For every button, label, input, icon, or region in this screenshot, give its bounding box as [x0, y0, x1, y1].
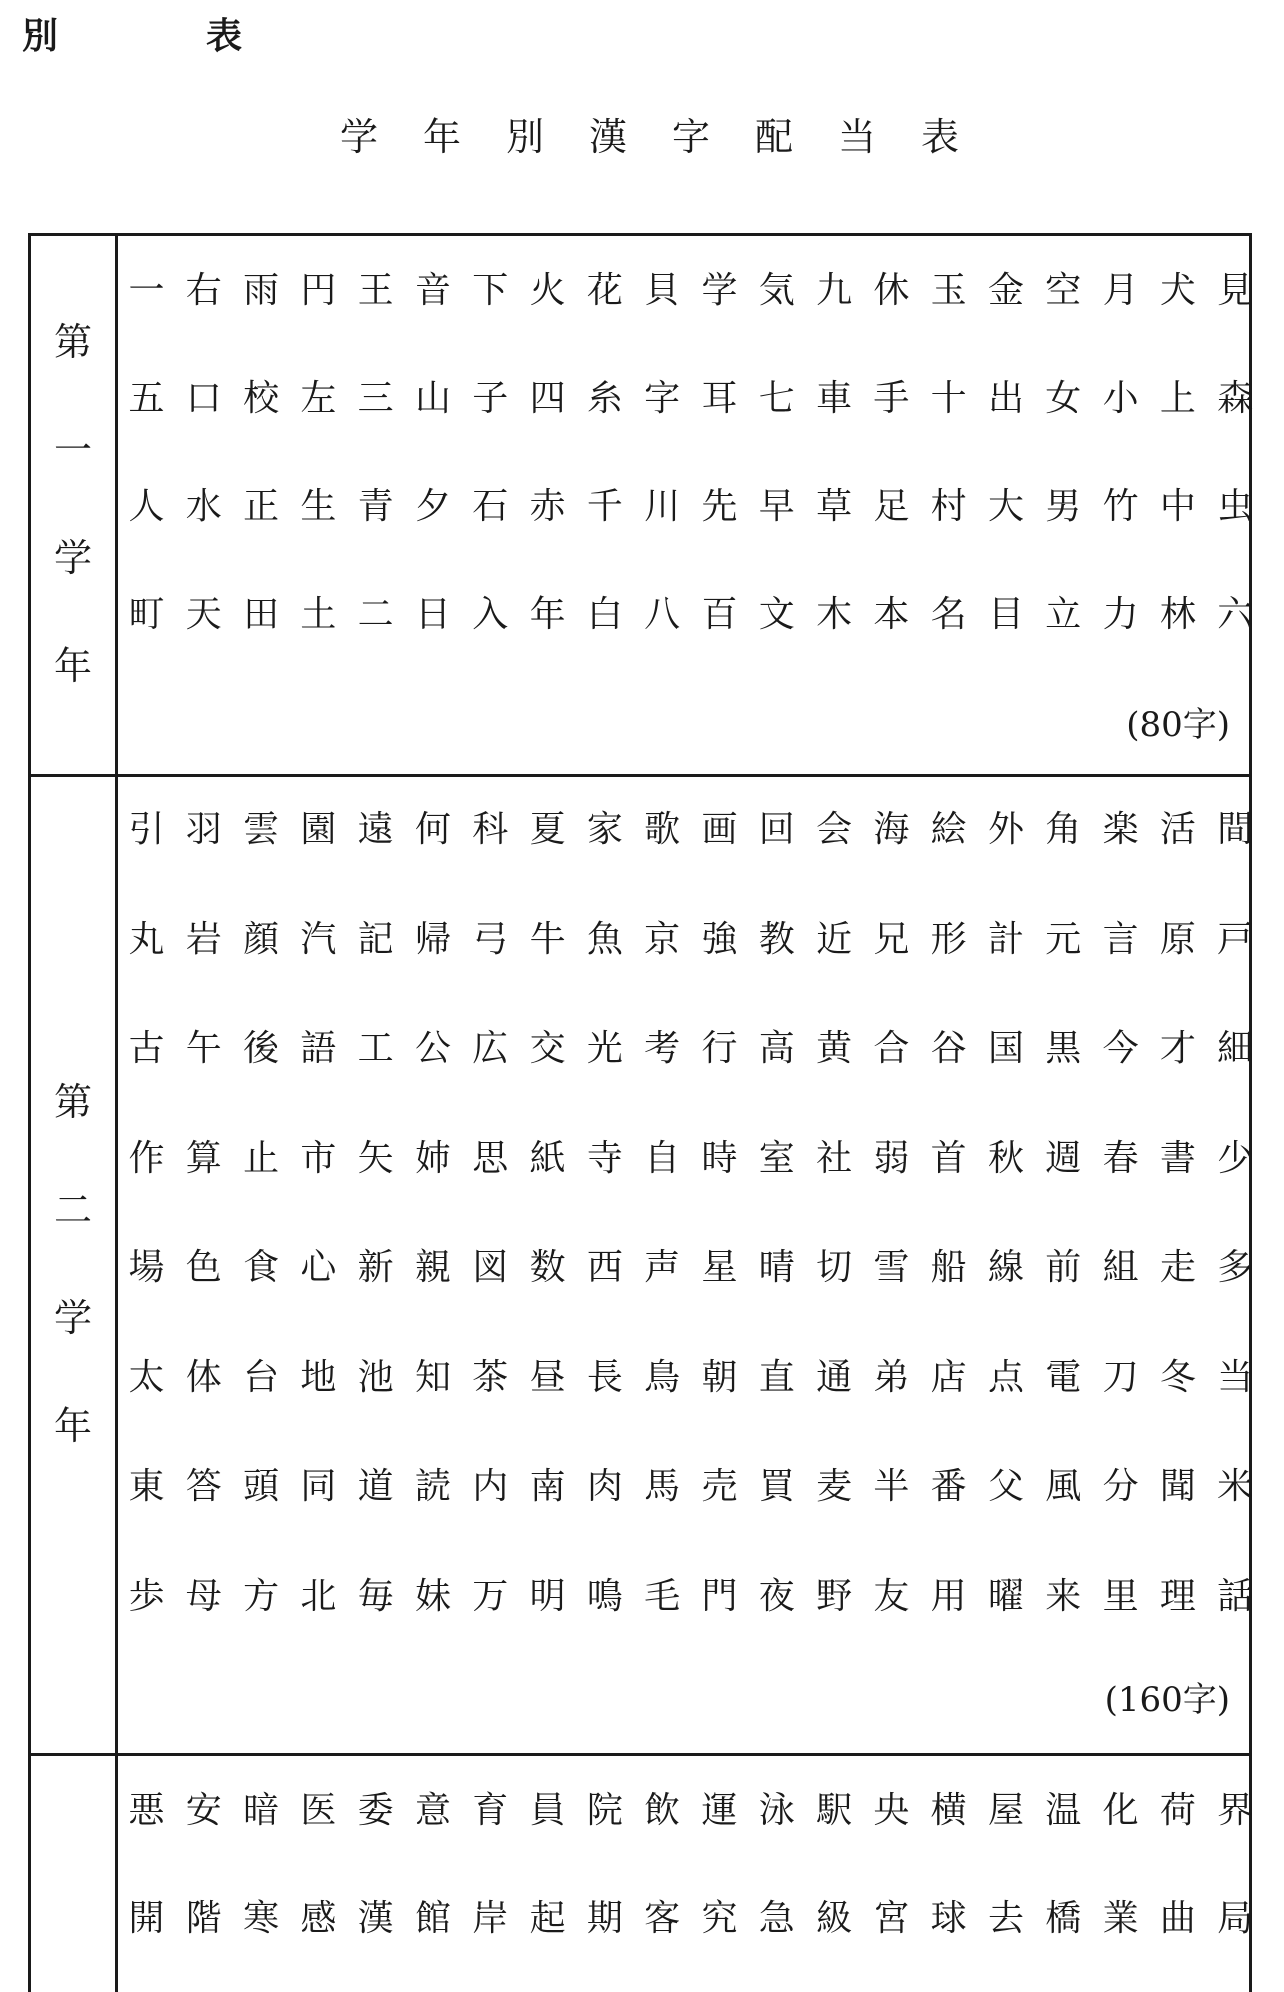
- kanji-cell: 去: [987, 1898, 1024, 1939]
- kanji-cell: 上: [1159, 378, 1196, 419]
- kanji-cell: 学: [701, 270, 738, 311]
- kanji-cell: 寺: [586, 1137, 623, 1179]
- kanji-cell: 川: [644, 486, 681, 527]
- kanji-cell: 作: [128, 1137, 165, 1179]
- kanji-cell: 色: [185, 1247, 222, 1288]
- grade-label-char: 一: [53, 427, 92, 472]
- kanji-cell: 市: [300, 1137, 337, 1179]
- kanji-cell: 泳: [758, 1790, 795, 1831]
- kanji-cell: 魚: [586, 918, 623, 960]
- kanji-cell: 形: [930, 918, 967, 960]
- kanji-cell: 弓: [472, 918, 509, 960]
- kanji-cell: 交: [529, 1028, 566, 1069]
- kanji-cell: 里: [1102, 1575, 1139, 1617]
- kanji-cell: 冬: [1159, 1356, 1196, 1398]
- kanji-cell: 計: [987, 918, 1024, 960]
- kanji-cell: 方: [243, 1575, 280, 1617]
- kanji-cell: 池: [357, 1356, 394, 1398]
- kanji-cell: 多: [1217, 1247, 1254, 1288]
- kanji-cell: 楽: [1102, 809, 1139, 850]
- appendix-heading: 別 表: [22, 16, 299, 57]
- kanji-cell: 万: [472, 1575, 509, 1617]
- kanji-cell: 人: [128, 486, 165, 527]
- kanji-cell: 風: [1045, 1466, 1082, 1507]
- kanji-cell: 馬: [644, 1466, 681, 1507]
- kanji-cell: 目: [987, 594, 1024, 635]
- kanji-cell: 弟: [873, 1356, 910, 1398]
- kanji-cell: 雲: [243, 809, 280, 850]
- kanji-cell: 台: [243, 1356, 280, 1398]
- kanji-cell: 直: [758, 1356, 795, 1398]
- kanji-cell: 子: [472, 378, 509, 419]
- kanji-cell: 二: [357, 594, 394, 635]
- kanji-cell: 手: [873, 378, 910, 419]
- kanji-cell: 算: [185, 1137, 222, 1179]
- kanji-cell: 後: [243, 1028, 280, 1069]
- kanji-cell: 水: [185, 486, 222, 527]
- kanji-cell: 回: [758, 809, 795, 850]
- kanji-cell: 歩: [128, 1575, 165, 1617]
- kanji-cell: 右: [185, 270, 222, 311]
- kanji-cell: 活: [1159, 809, 1196, 850]
- kanji-cell: 寒: [243, 1898, 280, 1939]
- kanji-cell: 年: [529, 594, 566, 635]
- kanji-cell: 化: [1102, 1790, 1139, 1831]
- kanji-cell: 矢: [357, 1137, 394, 1179]
- kanji-cell: 十: [930, 378, 967, 419]
- kanji-cell: 六: [1217, 594, 1254, 635]
- kanji-cell: 高: [758, 1028, 795, 1069]
- kanji-cell: 母: [185, 1575, 222, 1617]
- kanji-cell: 草: [816, 486, 853, 527]
- kanji-cell: 時: [701, 1137, 738, 1179]
- kanji-cell: 父: [987, 1466, 1024, 1507]
- kanji-cell: 野: [816, 1575, 853, 1617]
- kanji-cell: 数: [529, 1247, 566, 1288]
- kanji-cell: 金: [987, 270, 1024, 311]
- kanji-cell: 車: [816, 378, 853, 419]
- kanji-cell: 夏: [529, 809, 566, 850]
- kanji-cell: 姉: [414, 1137, 451, 1179]
- kanji-cell: 店: [930, 1356, 967, 1398]
- kanji-cell: 土: [300, 594, 337, 635]
- kanji-cell: 場: [128, 1247, 165, 1288]
- kanji-cell: 運: [701, 1790, 738, 1831]
- kanji-cell: 意: [414, 1790, 451, 1831]
- kanji-cell: 田: [243, 594, 280, 635]
- grade-label: [31, 774, 115, 1753]
- kanji-cell: 出: [987, 378, 1024, 419]
- kanji-cell: 石: [472, 486, 509, 527]
- kanji-cell: 百: [701, 594, 738, 635]
- kanji-cell: 切: [816, 1247, 853, 1288]
- kanji-cell: 八: [644, 594, 681, 635]
- kanji-cell: 汽: [300, 918, 337, 960]
- kanji-cell: 遠: [357, 809, 394, 850]
- kanji-cell: 会: [816, 809, 853, 850]
- kanji-cell: 雪: [873, 1247, 910, 1288]
- kanji-cell: 級: [816, 1898, 853, 1939]
- kanji-cell: 線: [987, 1247, 1024, 1288]
- kanji-cell: 九: [816, 270, 853, 311]
- kanji-cell: 村: [930, 486, 967, 527]
- kanji-cell: 親: [414, 1247, 451, 1288]
- grade-1-section: [28, 233, 1252, 774]
- kanji-count: (80字): [1126, 705, 1230, 745]
- kanji-cell: 来: [1045, 1575, 1082, 1617]
- kanji-cell: 夕: [414, 486, 451, 527]
- kanji-cell: 橋: [1045, 1898, 1082, 1939]
- kanji-cell: 半: [873, 1466, 910, 1507]
- grade-label-char: 年: [53, 1403, 92, 1448]
- kanji-cell: 国: [987, 1028, 1024, 1069]
- kanji-cell: 少: [1217, 1137, 1254, 1179]
- kanji-cell: 週: [1045, 1137, 1082, 1179]
- kanji-cell: 力: [1102, 594, 1139, 635]
- kanji-cell: 細: [1217, 1028, 1254, 1069]
- kanji-cell: 駅: [816, 1790, 853, 1831]
- kanji-cell: 広: [472, 1028, 509, 1069]
- kanji-cell: 麦: [816, 1466, 853, 1507]
- kanji-cell: 宮: [873, 1898, 910, 1939]
- kanji-cell: 分: [1102, 1466, 1139, 1507]
- kanji-cell: 同: [300, 1466, 337, 1507]
- kanji-cell: 央: [873, 1790, 910, 1831]
- kanji-cell: 見: [1217, 270, 1254, 311]
- kanji-cell: 昼: [529, 1356, 566, 1398]
- kanji-cell: 組: [1102, 1247, 1139, 1288]
- kanji-cell: 東: [128, 1466, 165, 1507]
- kanji-cell: 心: [300, 1247, 337, 1288]
- grade-label-char: 第: [53, 1079, 92, 1124]
- kanji-cell: 円: [300, 270, 337, 311]
- kanji-cell: 書: [1159, 1137, 1196, 1179]
- kanji-cell: 悪: [128, 1790, 165, 1831]
- kanji-cell: 暗: [243, 1790, 280, 1831]
- kanji-cell: 火: [529, 270, 566, 311]
- kanji-cell: 青: [357, 486, 394, 527]
- kanji-cell: 行: [701, 1028, 738, 1069]
- kanji-cell: 合: [873, 1028, 910, 1069]
- kanji-cell: 丸: [128, 918, 165, 960]
- kanji-cell: 肉: [586, 1466, 623, 1507]
- kanji-cell: 友: [873, 1575, 910, 1617]
- kanji-cell: 山: [414, 378, 451, 419]
- kanji-cell: 先: [701, 486, 738, 527]
- kanji-cell: 園: [300, 809, 337, 850]
- kanji-cell: 急: [758, 1898, 795, 1939]
- kanji-cell: 王: [357, 270, 394, 311]
- kanji-cell: 玉: [930, 270, 967, 311]
- kanji-cell: 外: [987, 809, 1024, 850]
- kanji-cell: 黒: [1045, 1028, 1082, 1069]
- kanji-cell: 休: [873, 270, 910, 311]
- kanji-cell: 船: [930, 1247, 967, 1288]
- kanji-cell: 門: [701, 1575, 738, 1617]
- kanji-cell: 点: [987, 1356, 1024, 1398]
- kanji-cell: 聞: [1159, 1466, 1196, 1507]
- kanji-cell: 足: [873, 486, 910, 527]
- kanji-cell: 黄: [816, 1028, 853, 1069]
- kanji-allocation-table: [28, 233, 1252, 1992]
- kanji-cell: 室: [758, 1137, 795, 1179]
- kanji-cell: 妹: [414, 1575, 451, 1617]
- kanji-cell: 貝: [644, 270, 681, 311]
- kanji-cell: 当: [1217, 1356, 1254, 1398]
- kanji-cell: 通: [816, 1356, 853, 1398]
- kanji-cell: 走: [1159, 1247, 1196, 1288]
- kanji-cell: 米: [1217, 1466, 1254, 1507]
- kanji-cell: 名: [930, 594, 967, 635]
- kanji-cell: 言: [1102, 918, 1139, 960]
- kanji-cell: 売: [701, 1466, 738, 1507]
- kanji-cell: 社: [816, 1137, 853, 1179]
- kanji-cell: 京: [644, 918, 681, 960]
- kanji-cell: 道: [357, 1466, 394, 1507]
- kanji-cell: 戸: [1217, 918, 1254, 960]
- grade-label-char: 学: [53, 535, 92, 580]
- kanji-cell: 天: [185, 594, 222, 635]
- kanji-cell: 西: [586, 1247, 623, 1288]
- kanji-cell: 委: [357, 1790, 394, 1831]
- kanji-cell: 体: [185, 1356, 222, 1398]
- kanji-cell: 考: [644, 1028, 681, 1069]
- kanji-cell: 話: [1217, 1575, 1254, 1617]
- kanji-cell: 音: [414, 270, 451, 311]
- kanji-cell: 地: [300, 1356, 337, 1398]
- kanji-cell: 口: [185, 378, 222, 419]
- kanji-cell: 今: [1102, 1028, 1139, 1069]
- grade-label-char: 二: [53, 1187, 92, 1232]
- kanji-cell: 温: [1045, 1790, 1082, 1831]
- kanji-cell: 北: [300, 1575, 337, 1617]
- kanji-cell: 思: [472, 1137, 509, 1179]
- kanji-cell: 屋: [987, 1790, 1024, 1831]
- kanji-cell: 業: [1102, 1898, 1139, 1939]
- kanji-cell: 期: [586, 1898, 623, 1939]
- kanji-cell: 鳥: [644, 1356, 681, 1398]
- kanji-cell: 文: [758, 594, 795, 635]
- grade-2-section: [28, 774, 1252, 1753]
- kanji-cell: 男: [1045, 486, 1082, 527]
- kanji-cell: 秋: [987, 1137, 1024, 1179]
- kanji-cell: 三: [357, 378, 394, 419]
- kanji-cell: 中: [1159, 486, 1196, 527]
- kanji-cell: 午: [185, 1028, 222, 1069]
- kanji-cell: 正: [243, 486, 280, 527]
- grade-label-char: 学: [53, 1295, 92, 1340]
- kanji-cell: 飲: [644, 1790, 681, 1831]
- kanji-cell: 春: [1102, 1137, 1139, 1179]
- kanji-cell: 明: [529, 1575, 566, 1617]
- kanji-cell: 気: [758, 270, 795, 311]
- kanji-cell: 小: [1102, 378, 1139, 419]
- kanji-cell: 下: [472, 270, 509, 311]
- grade-label-char: 年: [53, 643, 92, 688]
- kanji-cell: 鳴: [586, 1575, 623, 1617]
- grade-label: [31, 233, 115, 774]
- kanji-cell: 森: [1217, 378, 1254, 419]
- kanji-cell: 帰: [414, 918, 451, 960]
- kanji-cell: 字: [644, 378, 681, 419]
- kanji-cell: 入: [472, 594, 509, 635]
- kanji-cell: 局: [1217, 1898, 1254, 1939]
- kanji-cell: 立: [1045, 594, 1082, 635]
- kanji-cell: 光: [586, 1028, 623, 1069]
- kanji-cell: 院: [586, 1790, 623, 1831]
- kanji-cell: 耳: [701, 378, 738, 419]
- kanji-cell: 岩: [185, 918, 222, 960]
- kanji-cell: 本: [873, 594, 910, 635]
- kanji-cell: 女: [1045, 378, 1082, 419]
- kanji-cell: 刀: [1102, 1356, 1139, 1398]
- kanji-cell: 漢: [357, 1898, 394, 1939]
- kanji-cell: 紙: [529, 1137, 566, 1179]
- table-title: 学年別漢字配当表: [340, 115, 1005, 159]
- kanji-cell: 館: [414, 1898, 451, 1939]
- kanji-cell: 工: [357, 1028, 394, 1069]
- kanji-cell: 近: [816, 918, 853, 960]
- kanji-cell: 感: [300, 1898, 337, 1939]
- kanji-cell: 公: [414, 1028, 451, 1069]
- kanji-cell: 語: [300, 1028, 337, 1069]
- kanji-cell: 頭: [243, 1466, 280, 1507]
- kanji-cell: 自: [644, 1137, 681, 1179]
- kanji-cell: 古: [128, 1028, 165, 1069]
- kanji-cell: 引: [128, 809, 165, 850]
- kanji-cell: 強: [701, 918, 738, 960]
- kanji-cell: 虫: [1217, 486, 1254, 527]
- kanji-cell: 曲: [1159, 1898, 1196, 1939]
- kanji-cell: 記: [357, 918, 394, 960]
- kanji-cell: 千: [586, 486, 623, 527]
- kanji-cell: 止: [243, 1137, 280, 1179]
- kanji-cell: 間: [1217, 809, 1254, 850]
- kanji-cell: 星: [701, 1247, 738, 1288]
- kanji-cell: 声: [644, 1247, 681, 1288]
- kanji-cell: 町: [128, 594, 165, 635]
- grade-3-section: [28, 1753, 1252, 1992]
- kanji-cell: 竹: [1102, 486, 1139, 527]
- kanji-cell: 糸: [586, 378, 623, 419]
- kanji-cell: 新: [357, 1247, 394, 1288]
- kanji-cell: 絵: [930, 809, 967, 850]
- kanji-cell: 太: [128, 1356, 165, 1398]
- kanji-cell: 早: [758, 486, 795, 527]
- kanji-cell: 安: [185, 1790, 222, 1831]
- kanji-cell: 谷: [930, 1028, 967, 1069]
- kanji-cell: 客: [644, 1898, 681, 1939]
- kanji-cell: 横: [930, 1790, 967, 1831]
- kanji-cell: 元: [1045, 918, 1082, 960]
- kanji-cell: 木: [816, 594, 853, 635]
- kanji-cell: 毛: [644, 1575, 681, 1617]
- kanji-cell: 犬: [1159, 270, 1196, 311]
- kanji-cell: 育: [472, 1790, 509, 1831]
- kanji-cell: 花: [586, 270, 623, 311]
- kanji-cell: 員: [529, 1790, 566, 1831]
- kanji-cell: 月: [1102, 270, 1139, 311]
- kanji-cell: 林: [1159, 594, 1196, 635]
- kanji-cell: 角: [1045, 809, 1082, 850]
- kanji-cell: 顔: [243, 918, 280, 960]
- kanji-cell: 球: [930, 1898, 967, 1939]
- kanji-cell: 大: [987, 486, 1024, 527]
- kanji-cell: 羽: [185, 809, 222, 850]
- kanji-cell: 弱: [873, 1137, 910, 1179]
- kanji-cell: 校: [243, 378, 280, 419]
- kanji-cell: 画: [701, 809, 738, 850]
- kanji-cell: 買: [758, 1466, 795, 1507]
- kanji-cell: 南: [529, 1466, 566, 1507]
- kanji-cell: 何: [414, 809, 451, 850]
- kanji-cell: 食: [243, 1247, 280, 1288]
- kanji-cell: 長: [586, 1356, 623, 1398]
- kanji-cell: 内: [472, 1466, 509, 1507]
- kanji-cell: 四: [529, 378, 566, 419]
- kanji-cell: 夜: [758, 1575, 795, 1617]
- kanji-cell: 首: [930, 1137, 967, 1179]
- kanji-cell: 赤: [529, 486, 566, 527]
- kanji-cell: 日: [414, 594, 451, 635]
- kanji-cell: 曜: [987, 1575, 1024, 1617]
- kanji-cell: 茶: [472, 1356, 509, 1398]
- kanji-cell: 答: [185, 1466, 222, 1507]
- kanji-cell: 教: [758, 918, 795, 960]
- kanji-cell: 前: [1045, 1247, 1082, 1288]
- kanji-cell: 科: [472, 809, 509, 850]
- kanji-cell: 生: [300, 486, 337, 527]
- kanji-cell: 歌: [644, 809, 681, 850]
- kanji-cell: 雨: [243, 270, 280, 311]
- kanji-cell: 医: [300, 1790, 337, 1831]
- kanji-cell: 原: [1159, 918, 1196, 960]
- kanji-cell: 起: [529, 1898, 566, 1939]
- kanji-cell: 家: [586, 809, 623, 850]
- kanji-cell: 読: [414, 1466, 451, 1507]
- kanji-cell: 才: [1159, 1028, 1196, 1069]
- kanji-cell: 海: [873, 809, 910, 850]
- kanji-cell: 晴: [758, 1247, 795, 1288]
- grade-label-char: 第: [53, 319, 92, 364]
- kanji-cell: 開: [128, 1898, 165, 1939]
- kanji-cell: 理: [1159, 1575, 1196, 1617]
- kanji-cell: 一: [128, 270, 165, 311]
- kanji-count: (160字): [1104, 1680, 1230, 1720]
- kanji-cell: 兄: [873, 918, 910, 960]
- kanji-cell: 番: [930, 1466, 967, 1507]
- kanji-cell: 七: [758, 378, 795, 419]
- kanji-cell: 五: [128, 378, 165, 419]
- kanji-cell: 荷: [1159, 1790, 1196, 1831]
- kanji-cell: 階: [185, 1898, 222, 1939]
- kanji-cell: 白: [586, 594, 623, 635]
- kanji-cell: 究: [701, 1898, 738, 1939]
- kanji-cell: 牛: [529, 918, 566, 960]
- kanji-cell: 用: [930, 1575, 967, 1617]
- kanji-cell: 知: [414, 1356, 451, 1398]
- kanji-cell: 左: [300, 378, 337, 419]
- kanji-cell: 図: [472, 1247, 509, 1288]
- kanji-cell: 空: [1045, 270, 1082, 311]
- kanji-cell: 岸: [472, 1898, 509, 1939]
- kanji-cell: 朝: [701, 1356, 738, 1398]
- kanji-cell: 毎: [357, 1575, 394, 1617]
- kanji-cell: 電: [1045, 1356, 1082, 1398]
- kanji-cell: 界: [1217, 1790, 1254, 1831]
